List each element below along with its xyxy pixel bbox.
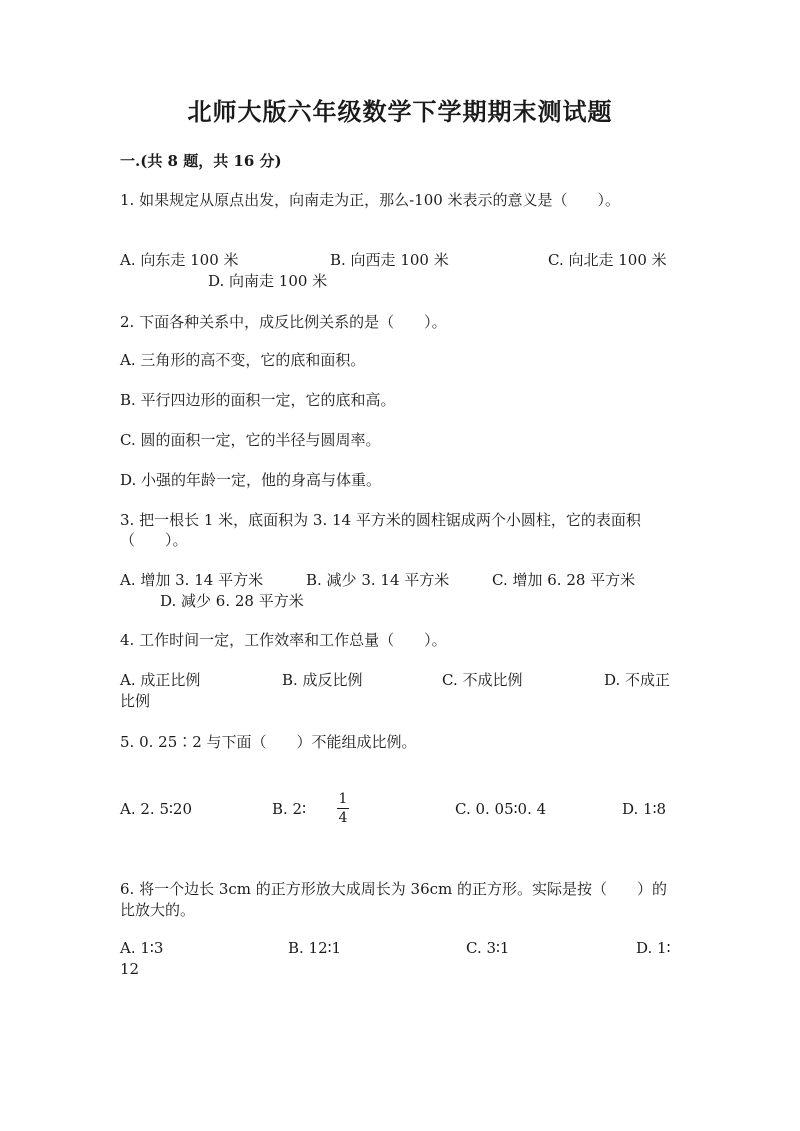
question-2-stem: 2. 下面各种关系中，成反比例关系的是（ ）。 [120,313,447,331]
question-6-option-a[interactable]: A. 1∶3 [120,939,164,957]
fraction-bar [337,808,349,809]
question-5-option-b[interactable]: B. 2∶ [272,800,307,818]
question-3-option-d[interactable]: D. 减少 6. 28 平方米 [160,592,304,610]
question-4-option-c[interactable]: C. 不成比例 [442,671,523,689]
question-6-option-d-wrap: 12 [120,960,140,978]
question-6-option-b[interactable]: B. 12∶1 [288,939,342,957]
section-heading: 一.(共 8 题，共 16 分) [120,152,282,170]
question-4-option-b[interactable]: B. 成反比例 [282,671,363,689]
question-5-option-a[interactable]: A. 2. 5∶20 [120,800,192,818]
question-2-option-c[interactable]: C. 圆的面积一定，它的半径与圆周率。 [120,431,381,449]
question-6-stem-line1: 6. 将一个边长 3cm 的正方形放大成周长为 36cm 的正方形。实际是按（ ）的 [120,880,668,898]
question-3-option-c[interactable]: C. 增加 6. 28 平方米 [492,571,636,589]
question-1-stem: 1. 如果规定从原点出发，向南走为正，那么-100 米表示的意义是（ ）。 [120,191,621,209]
question-4-option-d-wrap: 比例 [120,692,151,710]
question-2-option-d[interactable]: D. 小强的年龄一定，他的身高与体重。 [120,471,382,489]
question-5-option-d[interactable]: D. 1∶8 [622,800,667,818]
question-5-option-c[interactable]: C. 0. 05∶0. 4 [455,800,547,818]
question-2-option-a[interactable]: A. 三角形的高不变，它的底和面积。 [120,351,366,369]
question-1-option-a[interactable]: A. 向东走 100 米 [120,251,239,269]
question-4-option-a[interactable]: A. 成正比例 [120,671,201,689]
question-3-option-b[interactable]: B. 减少 3. 14 平方米 [306,571,450,589]
fraction-denominator: 4 [338,810,348,826]
question-6-stem-line2: 比放大的。 [120,901,196,919]
question-3-stem-line2: （ ）。 [120,531,188,549]
question-6-option-c[interactable]: C. 3∶1 [466,939,510,957]
question-5-fraction [337,791,349,826]
page-title: 北师大版六年级数学下学期期末测试题 [187,97,613,126]
question-6-option-d[interactable]: D. 1∶ [636,939,671,957]
question-2-option-b[interactable]: B. 平行四边形的面积一定，它的底和高。 [120,391,396,409]
question-5-stem: 5. 0. 25∶2 与下面（ ）不能组成比例。 [120,733,417,751]
question-3-stem-line1: 3. 把一根长 1 米，底面积为 3. 14 平方米的圆柱锯成两个小圆柱，它的表面积 [120,511,641,529]
question-1-option-c[interactable]: C. 向北走 100 米 [548,251,667,269]
question-4-stem: 4. 工作时间一定，工作效率和工作总量（ ）。 [120,631,447,649]
fraction-numerator: 1 [338,791,348,807]
question-1-option-d[interactable]: D. 向南走 100 米 [208,272,328,290]
question-1-option-b[interactable]: B. 向西走 100 米 [330,251,449,269]
question-4-option-d[interactable]: D. 不成正 [604,671,671,689]
question-3-option-a[interactable]: A. 增加 3. 14 平方米 [120,571,264,589]
